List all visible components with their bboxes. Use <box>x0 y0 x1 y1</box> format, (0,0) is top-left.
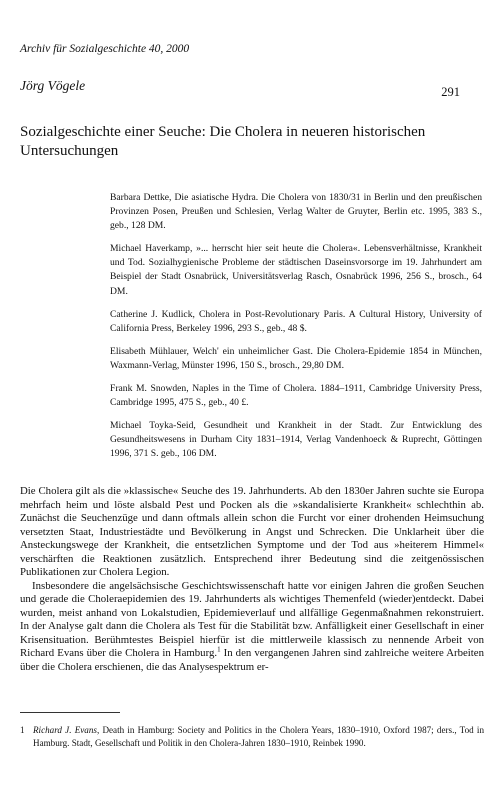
article-body <box>20 485 484 674</box>
footnote-text <box>20 724 484 750</box>
journal-citation: Archiv für Sozialgeschichte 40, 2000 <box>20 43 190 55</box>
page-number: 291 <box>441 85 460 99</box>
footnote-divider <box>20 712 120 713</box>
body-paragraph-2 <box>20 580 484 675</box>
reviewed-work-item: Elisabeth Mühlauer, Welch' ein unheimlicher Gast. Die Cholera-Epidemie 1854 in München, Waxmann-Verlag, Münster 1996, 150 S., brosch., 29,80 DM. <box>110 345 482 371</box>
footnote-number: 1 <box>20 725 25 735</box>
paragraph-2-text: Insbesondere die angelsächsische Geschichtswissenschaft hatte vor einigen Jahren die großen Seuchen und gerade die Choleraepidemien des 19. Jahrhunderts als wichtiges Themenfeld (wieder)entdeckt. Dabei wurden, meist anhand von Lokalstudien, Epidemieverlauf und allfällige Gegenmaßnahmen rekonstruiert. In der Analyse galt dann die Cholera als Test für die Stabilität bzw. Anfälligkeit einer Gesellschaft in einer Krisensituation. Berühmtestes Beispiel hierfür ist die mittlerweile klassisch zu nennende Arbeit von Richard Evans über die Cholera in Hamburg. <box>20 579 484 659</box>
reviewed-work-item: Michael Haverkamp, »... herrscht hier seit heute die Cholera«. Lebensverhältnisse, Krankheit und Tod. Sozialhygienische Probleme der städtischen Daseinsvorsorge im 19. Jahrhundert am Beispiel der Stadt Osnabrück, Universitätsverlag Rasch, Osnabrück 1996, 256 S., brosch., 64 DM. <box>110 243 482 297</box>
paragraph-2-continuation: In den vergangenen Jahren sind zahlreiche weitere Arbeiten über die Cholera erschienen, die das Analysespektrum er- <box>20 647 484 673</box>
body-paragraph-1: Die Cholera gilt als die »klassische« Seuche des 19. Jahrhunderts. Ab den 1830er Jahren suchte sie Europa mehrfach heim und löste alsbald Pest und Pocken als die »skandalisierte Krankheit« schlechthin ab. Zunächst die Seuchenzüge und dann oftmals allein schon die Furcht vor einer drohenden Heimsuchung versetzten Staat, Industriestädte und Bevölkerung in Angst und Schrecken. Die Unklarheit über die Ansteckungswege der Krankheit, die entsetzlichen Symptome und der Tod aus »heiterem Himmel« verschärften die Reaktionen zusätzlich. Entsprechend ihrer Bedeutung sind die zeitgenössischen Publikationen zur Cholera Legion. <box>20 485 484 578</box>
article-author: Jörg Vögele <box>20 78 86 93</box>
footnote-citation: , Death in Hamburg: Society and Politics in the Cholera Years, 1830–1910, Oxford 1987; ders., Tod in Hamburg. Stadt, Gesellschaft und Politik in den Cholera-Jahren 1830–1910, Reinbek 1990. <box>33 725 484 748</box>
reviewed-works-list <box>110 191 482 471</box>
footnote-author: Richard J. Evans <box>33 725 97 735</box>
article-title: Sozialgeschichte einer Seuche: Die Cholera in neueren historischen Untersuchungen <box>20 124 426 159</box>
reviewed-work-item: Catherine J. Kudlick, Cholera in Post-Revolutionary Paris. A Cultural History, University of California Press, Berkeley 1996, 293 S., geb., 48 $. <box>110 308 482 334</box>
reviewed-work-item: Barbara Dettke, Die asiatische Hydra. Die Cholera von 1830/31 in Berlin und den preußischen Provinzen Posen, Preußen und Schlesien, Verlag Walter de Gruyter, Berlin etc. 1995, 383 S., geb., 128 DM. <box>110 192 482 232</box>
footnote <box>20 724 484 750</box>
reviewed-work-item: Frank M. Snowden, Naples in the Time of Cholera. 1884–1911, Cambridge University Press, Cambridge 1995, 475 S., geb., 40 £. <box>110 383 482 409</box>
footnote-reference[interactable]: 1 <box>217 645 221 654</box>
reviewed-work-item: Michael Toyka-Seid, Gesundheit und Krankheit in der Stadt. Zur Entwicklung des Gesundheitswesens in Durham City 1831–1914, Verlag Vandenhoeck & Ruprecht, Göttingen 1996, 371 S. geb., 106 DM. <box>110 420 482 460</box>
